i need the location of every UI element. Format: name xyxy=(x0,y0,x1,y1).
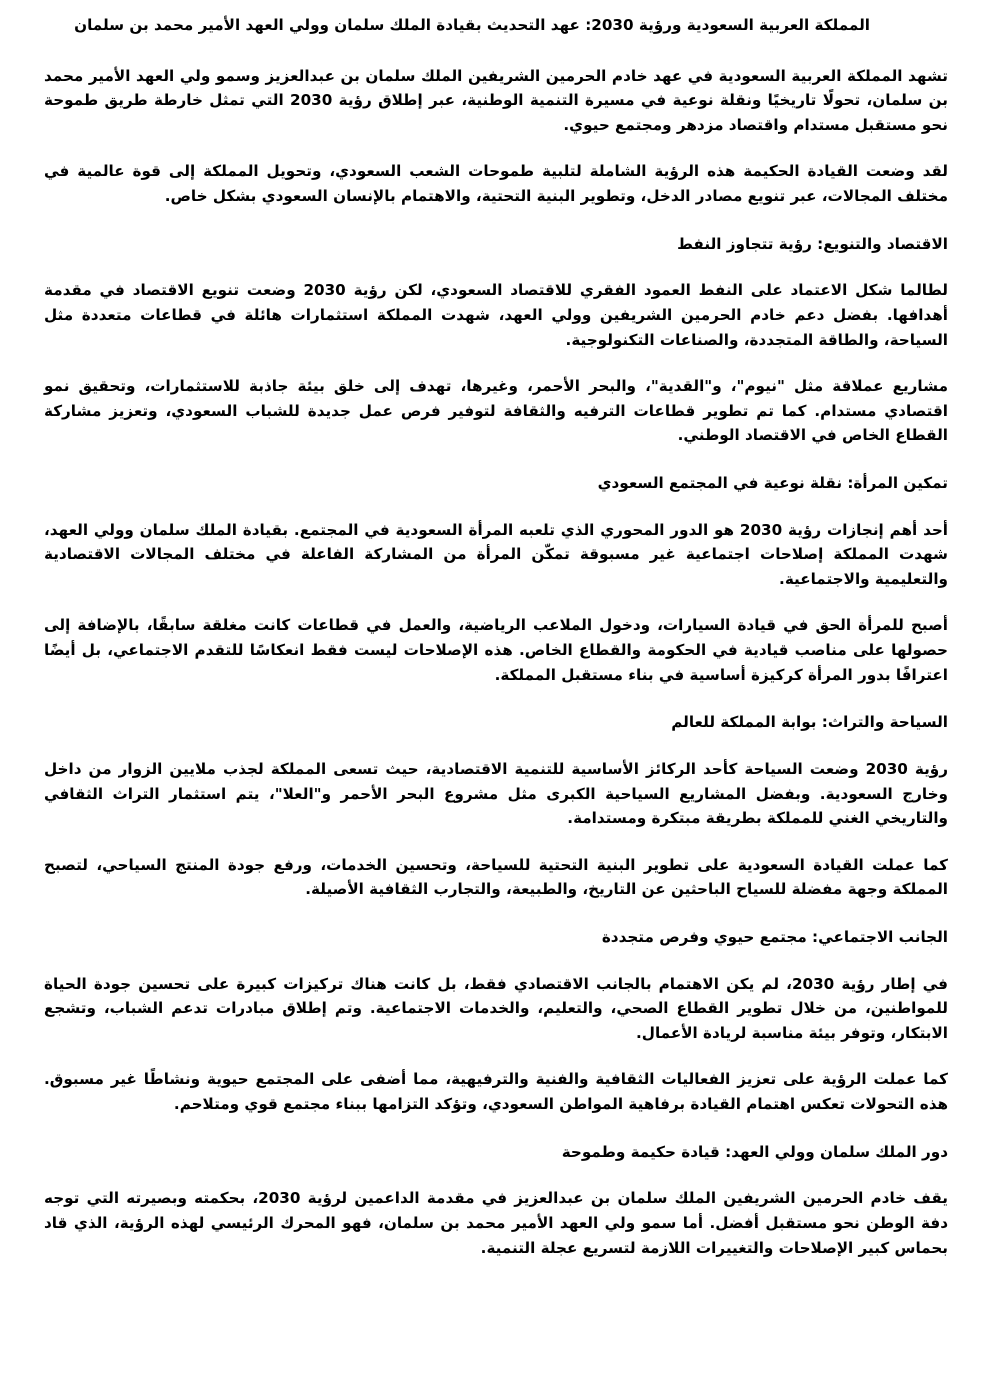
intro-paragraph-1: تشهد المملكة العربية السعودية في عهد خادم الحرمين الشريفين الملك سلمان بن عبدالعزيز وسمو ولي العهد الأمير محمد بن سلمان، تحولًا تاريخيًا ونقلة نوعية في مسيرة التنمية الوطنية، عبر إطلاق رؤية 2030 التي تمثل خارطة طريق طموحة نحو مستقبل مستدام واقتصاد مزدهر ومجتمع حيوي. xyxy=(44,66,948,134)
section-economy-paragraph-2: مشاريع عملاقة مثل "نيوم"، و"القدية"، والبحر الأحمر، وغيرها، تهدف إلى خلق بيئة جاذبة للاستثمارات، وتحقيق نمو اقتصادي مستدام. كما تم تطوير قطاعات الترفيه والثقافة لتوفير فرص عمل جديدة للشباب السعودي، وتعزيز مشاركة القطاع الخاص في الاقتصاد الوطني. xyxy=(44,377,948,445)
section-women-paragraph-2: أصبح للمرأة الحق في قيادة السيارات، ودخول الملاعب الرياضية، والعمل في قطاعات كانت مغلقة سابقًا، بالإضافة إلى حصولها على مناصب قيادية في الحكومة والقطاع الخاص. هذه الإصلاحات ليست فقط انعكاسًا للتقدم الاجتماعي، بل أيضًا اعترافًا بدور المرأة كركيزة أساسية في بناء مستقبل المملكة. xyxy=(44,616,948,684)
spacer xyxy=(44,1117,948,1141)
intro-paragraph-2: لقد وضعت القيادة الحكيمة هذه الرؤية الشاملة لتلبية طموحات الشعب السعودي، وتحويل المملكة إلى قوة عالمية في مختلف المجالات، عبر تنويع مصادر الدخل، وتطوير البنية التحتية، والاهتمام بالإنسان السعودي بشكل خاص. xyxy=(44,162,948,206)
spacer xyxy=(44,1045,948,1067)
spacer xyxy=(44,831,948,853)
section-social-paragraph-1: في إطار رؤية 2030، لم يكن الاهتمام بالجانب الاقتصادي فقط، بل كانت هناك تركيزات كبيرة على تحسين جودة الحياة للمواطنين، من خلال تطوير القطاع الصحي، والتعليم، والخدمات الاجتماعية. وتم إطلاق مبادرات تدعم الشباب، وتشجع الابتكار، وتوفر بيئة مناسبة لريادة الأعمال. xyxy=(44,974,948,1042)
section-heading-tourism-heritage: السياحة والتراث: بوابة المملكة للعالم xyxy=(671,713,948,732)
spacer xyxy=(44,591,948,613)
spacer xyxy=(44,496,948,518)
section-heading-women-empowerment: تمكين المرأة: نقلة نوعية في المجتمع السعودي xyxy=(597,474,948,492)
spacer xyxy=(44,352,948,374)
section-women-paragraph-1: أحد أهم إنجازات رؤية 2030 هو الدور المحوري الذي تلعبه المرأة السعودية في المجتمع. بقيادة الملك سلمان وولي العهد، شهدت المملكة إصلاحات اجتماعية غير مسبوقة تمكّن المرأة من المشاركة الفاعلة في مختلف المجالات الاقتصادية والتعليمية والاجتماعية. xyxy=(44,520,948,588)
page-title: المملكة العربية السعودية ورؤية 2030: عهد التحديث بقيادة الملك سلمان وولي العهد الأمير محمد بن سلمان xyxy=(74,16,870,34)
section-tourism-paragraph-2: كما عملت القيادة السعودية على تطوير البنية التحتية للسياحة، وتحسين الخدمات، ورفع جودة المنتج السياحي، لتصبح المملكة وجهة مفضلة للسياح الباحثين عن التاريخ، والطبيعة، والتجارب الثقافية الأصيلة. xyxy=(44,855,948,899)
spacer xyxy=(44,735,948,757)
spacer xyxy=(44,1164,948,1186)
spacer xyxy=(44,902,948,926)
section-tourism-paragraph-1: رؤية 2030 وضعت السياحة كأحد الركائز الأساسية للتنمية الاقتصادية، حيث تسعى المملكة لجذب ملايين الزوار من داخل وخارج السعودية. وبفضل المشاريع السياحية الكبرى مثل مشروع البحر الأحمر و"العلا"، يتم استثمار التراث الثقافي والتاريخي الغني للمملكة بطريقة مبتكرة ومستدامة. xyxy=(44,759,948,828)
spacer xyxy=(44,209,948,233)
section-heading-social: الجانب الاجتماعي: مجتمع حيوي وفرص متجددة xyxy=(601,928,948,946)
section-social-paragraph-2: كما عملت الرؤية على تعزيز الفعاليات الثقافية والفنية والترفيهية، مما أضفى على المجتمع حيوية ونشاطًا غير مسبوق. هذه التحولات تعكس اهتمام القيادة برفاهية المواطن السعودي، وتؤكد التزامها ببناء مجتمع قوي ومتلاحم. xyxy=(44,1070,948,1114)
spacer xyxy=(44,256,948,278)
section-economy-paragraph-1: لطالما شكل الاعتماد على النفط العمود الفقري للاقتصاد السعودي، لكن رؤية 2030 وضعت تنويع الاقتصاد في مقدمة أهدافها. بفضل دعم خادم الحرمين الشريفين وولي العهد، شهدت المملكة استثمارات هائلة في قطاعات متعددة مثل السياحة، والطاقة المتجددة، والصناعات التكنولوجية. xyxy=(44,281,949,349)
spacer xyxy=(44,137,948,159)
section-leadership-paragraph-1: يقف خادم الحرمين الشريفين الملك سلمان بن عبدالعزيز في مقدمة الداعمين لرؤية 2030، بحكمته وبصيرته التي توجه دفة الوطن نحو مستقبل أفضل. أما سمو ولي العهد الأمير محمد بن سلمان، فهو المحرك الرئيسي لهذه الرؤية، الذي قاد بحماس كبير الإصلاحات والتغييرات اللازمة لتسريع عجلة التنمية. xyxy=(44,1189,949,1257)
section-heading-leadership: دور الملك سلمان وولي العهد: قيادة حكيمة وطموحة xyxy=(561,1142,948,1161)
spacer xyxy=(44,448,948,472)
spacer xyxy=(44,687,948,711)
spacer xyxy=(44,38,948,64)
section-heading-economy: الاقتصاد والتنويع: رؤية تتجاوز النفط xyxy=(677,234,948,253)
spacer xyxy=(44,950,948,972)
